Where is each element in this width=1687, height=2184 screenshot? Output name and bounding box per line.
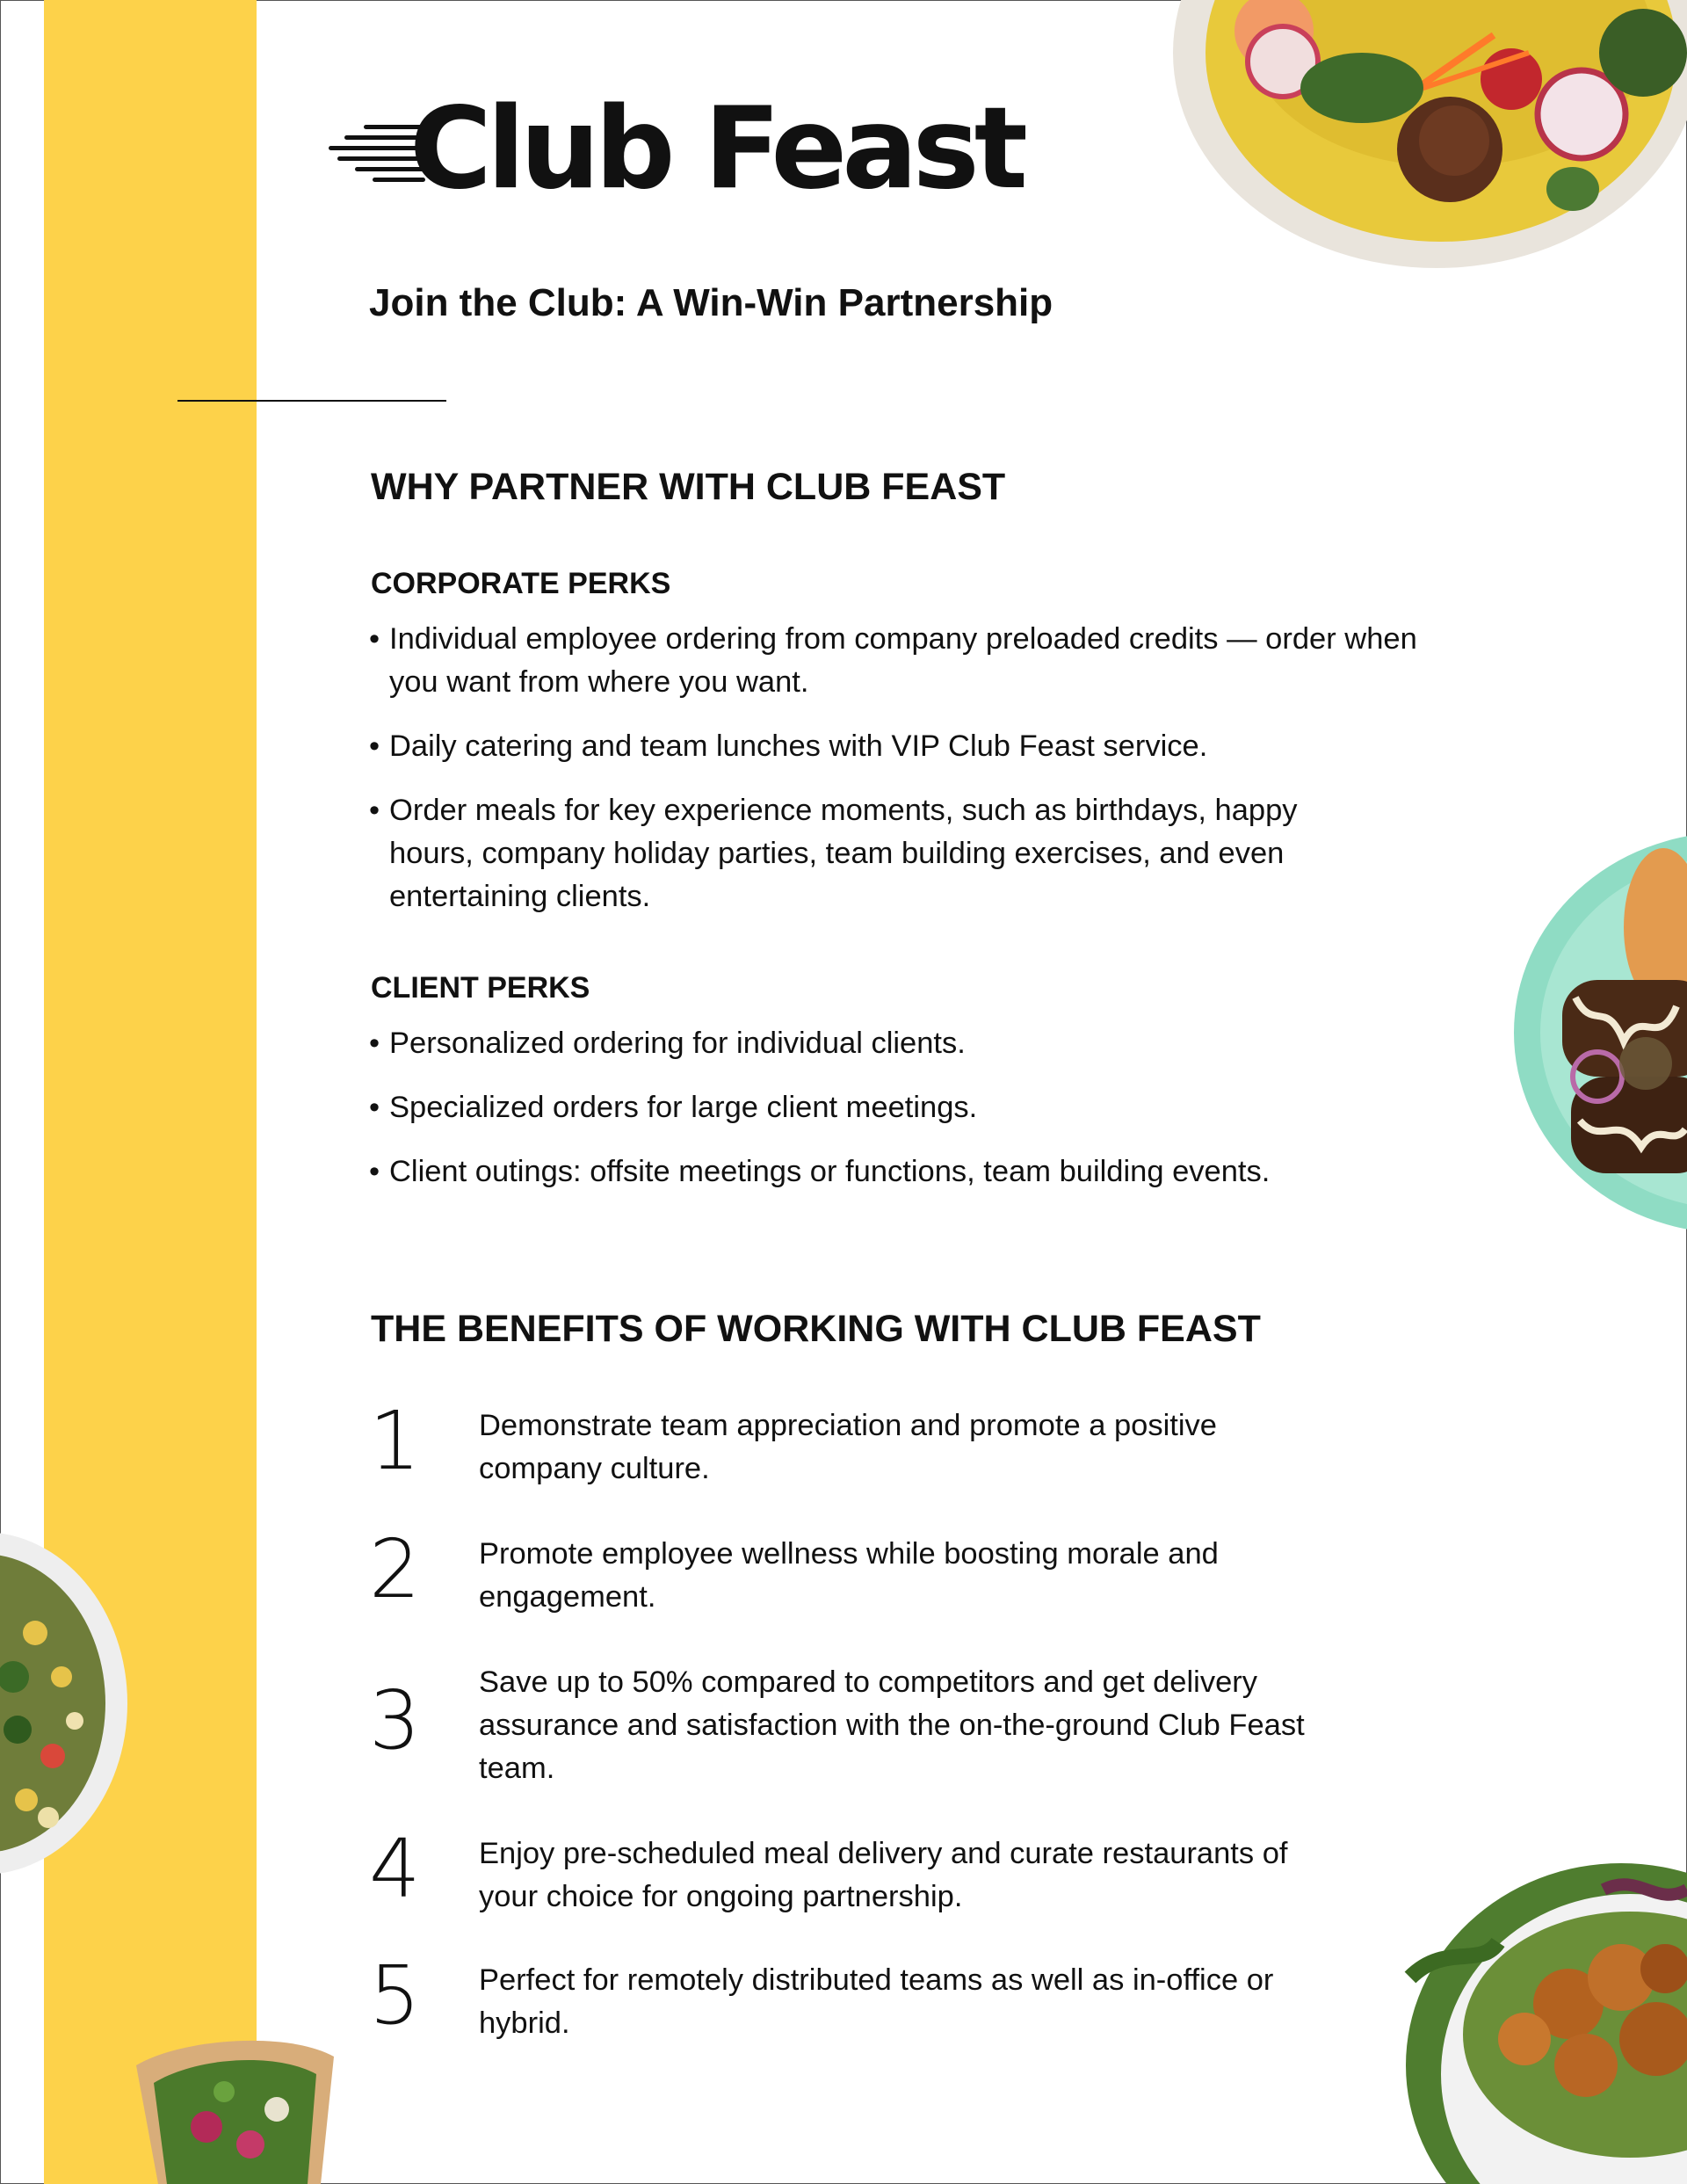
- client-perks-list: [369, 1022, 1423, 1215]
- benefit-number: 5: [369, 1948, 421, 2043]
- page-subtitle: Join the Club: A Win-Win Partnership: [369, 281, 1053, 324]
- taco-image: [127, 2030, 343, 2184]
- club-feast-logo: [329, 83, 1049, 214]
- corporate-perks-heading: CORPORATE PERKS: [371, 567, 671, 600]
- chicken-salad-bowl-image: [1393, 1837, 1687, 2184]
- list-item: • Client outings: offsite meetings or functions, team building events.: [369, 1150, 1423, 1194]
- benefit-number: 3: [369, 1673, 421, 1767]
- benefit-text: Enjoy pre-scheduled meal delivery and curate restaurants of your choice for ongoing partnership.: [479, 1837, 1288, 1913]
- list-item: • Order meals for key experience moments, such as birthdays, happy hours, company holiday parties, team building exercises, and even entertaining clients.: [369, 789, 1382, 918]
- benefit-text: Promote employee wellness while boosting morale and engagement.: [479, 1537, 1219, 1614]
- client-perks-heading: CLIENT PERKS: [371, 971, 590, 1005]
- why-partner-heading: WHY PARTNER WITH CLUB FEAST: [371, 466, 1006, 508]
- benefits-heading: THE BENEFITS OF WORKING WITH CLUB FEAST: [371, 1308, 1261, 1350]
- list-item: • Individual employee ordering from company preloaded credits — order when you want from where you want.: [369, 618, 1423, 704]
- benefit-text: Save up to 50% compared to competitors and get delivery assurance and satisfaction with the on-the-ground Club Feast team.: [479, 1665, 1305, 1785]
- list-item: • Specialized orders for large client meetings.: [369, 1086, 1423, 1129]
- benefit-number: 4: [369, 1822, 421, 1916]
- salad-bowl-left-image: [0, 1527, 132, 1879]
- list-item: • Personalized ordering for individual clients.: [369, 1022, 1423, 1065]
- corporate-perks-list: [369, 618, 1423, 940]
- section-divider: [177, 400, 446, 402]
- rice-bowl-image: [1160, 0, 1687, 272]
- brand-name: Club Feast: [409, 83, 1023, 214]
- benefit-number: 1: [369, 1394, 421, 1488]
- benefit-text: Perfect for remotely distributed teams as well as in-office or hybrid.: [479, 1963, 1274, 2040]
- list-item: • Daily catering and team lunches with VIP Club Feast service.: [369, 725, 1423, 768]
- benefit-text: Demonstrate team appreciation and promote a positive company culture.: [479, 1409, 1217, 1485]
- enchilada-plate-image: [1510, 831, 1687, 1230]
- benefit-number: 2: [369, 1522, 421, 1616]
